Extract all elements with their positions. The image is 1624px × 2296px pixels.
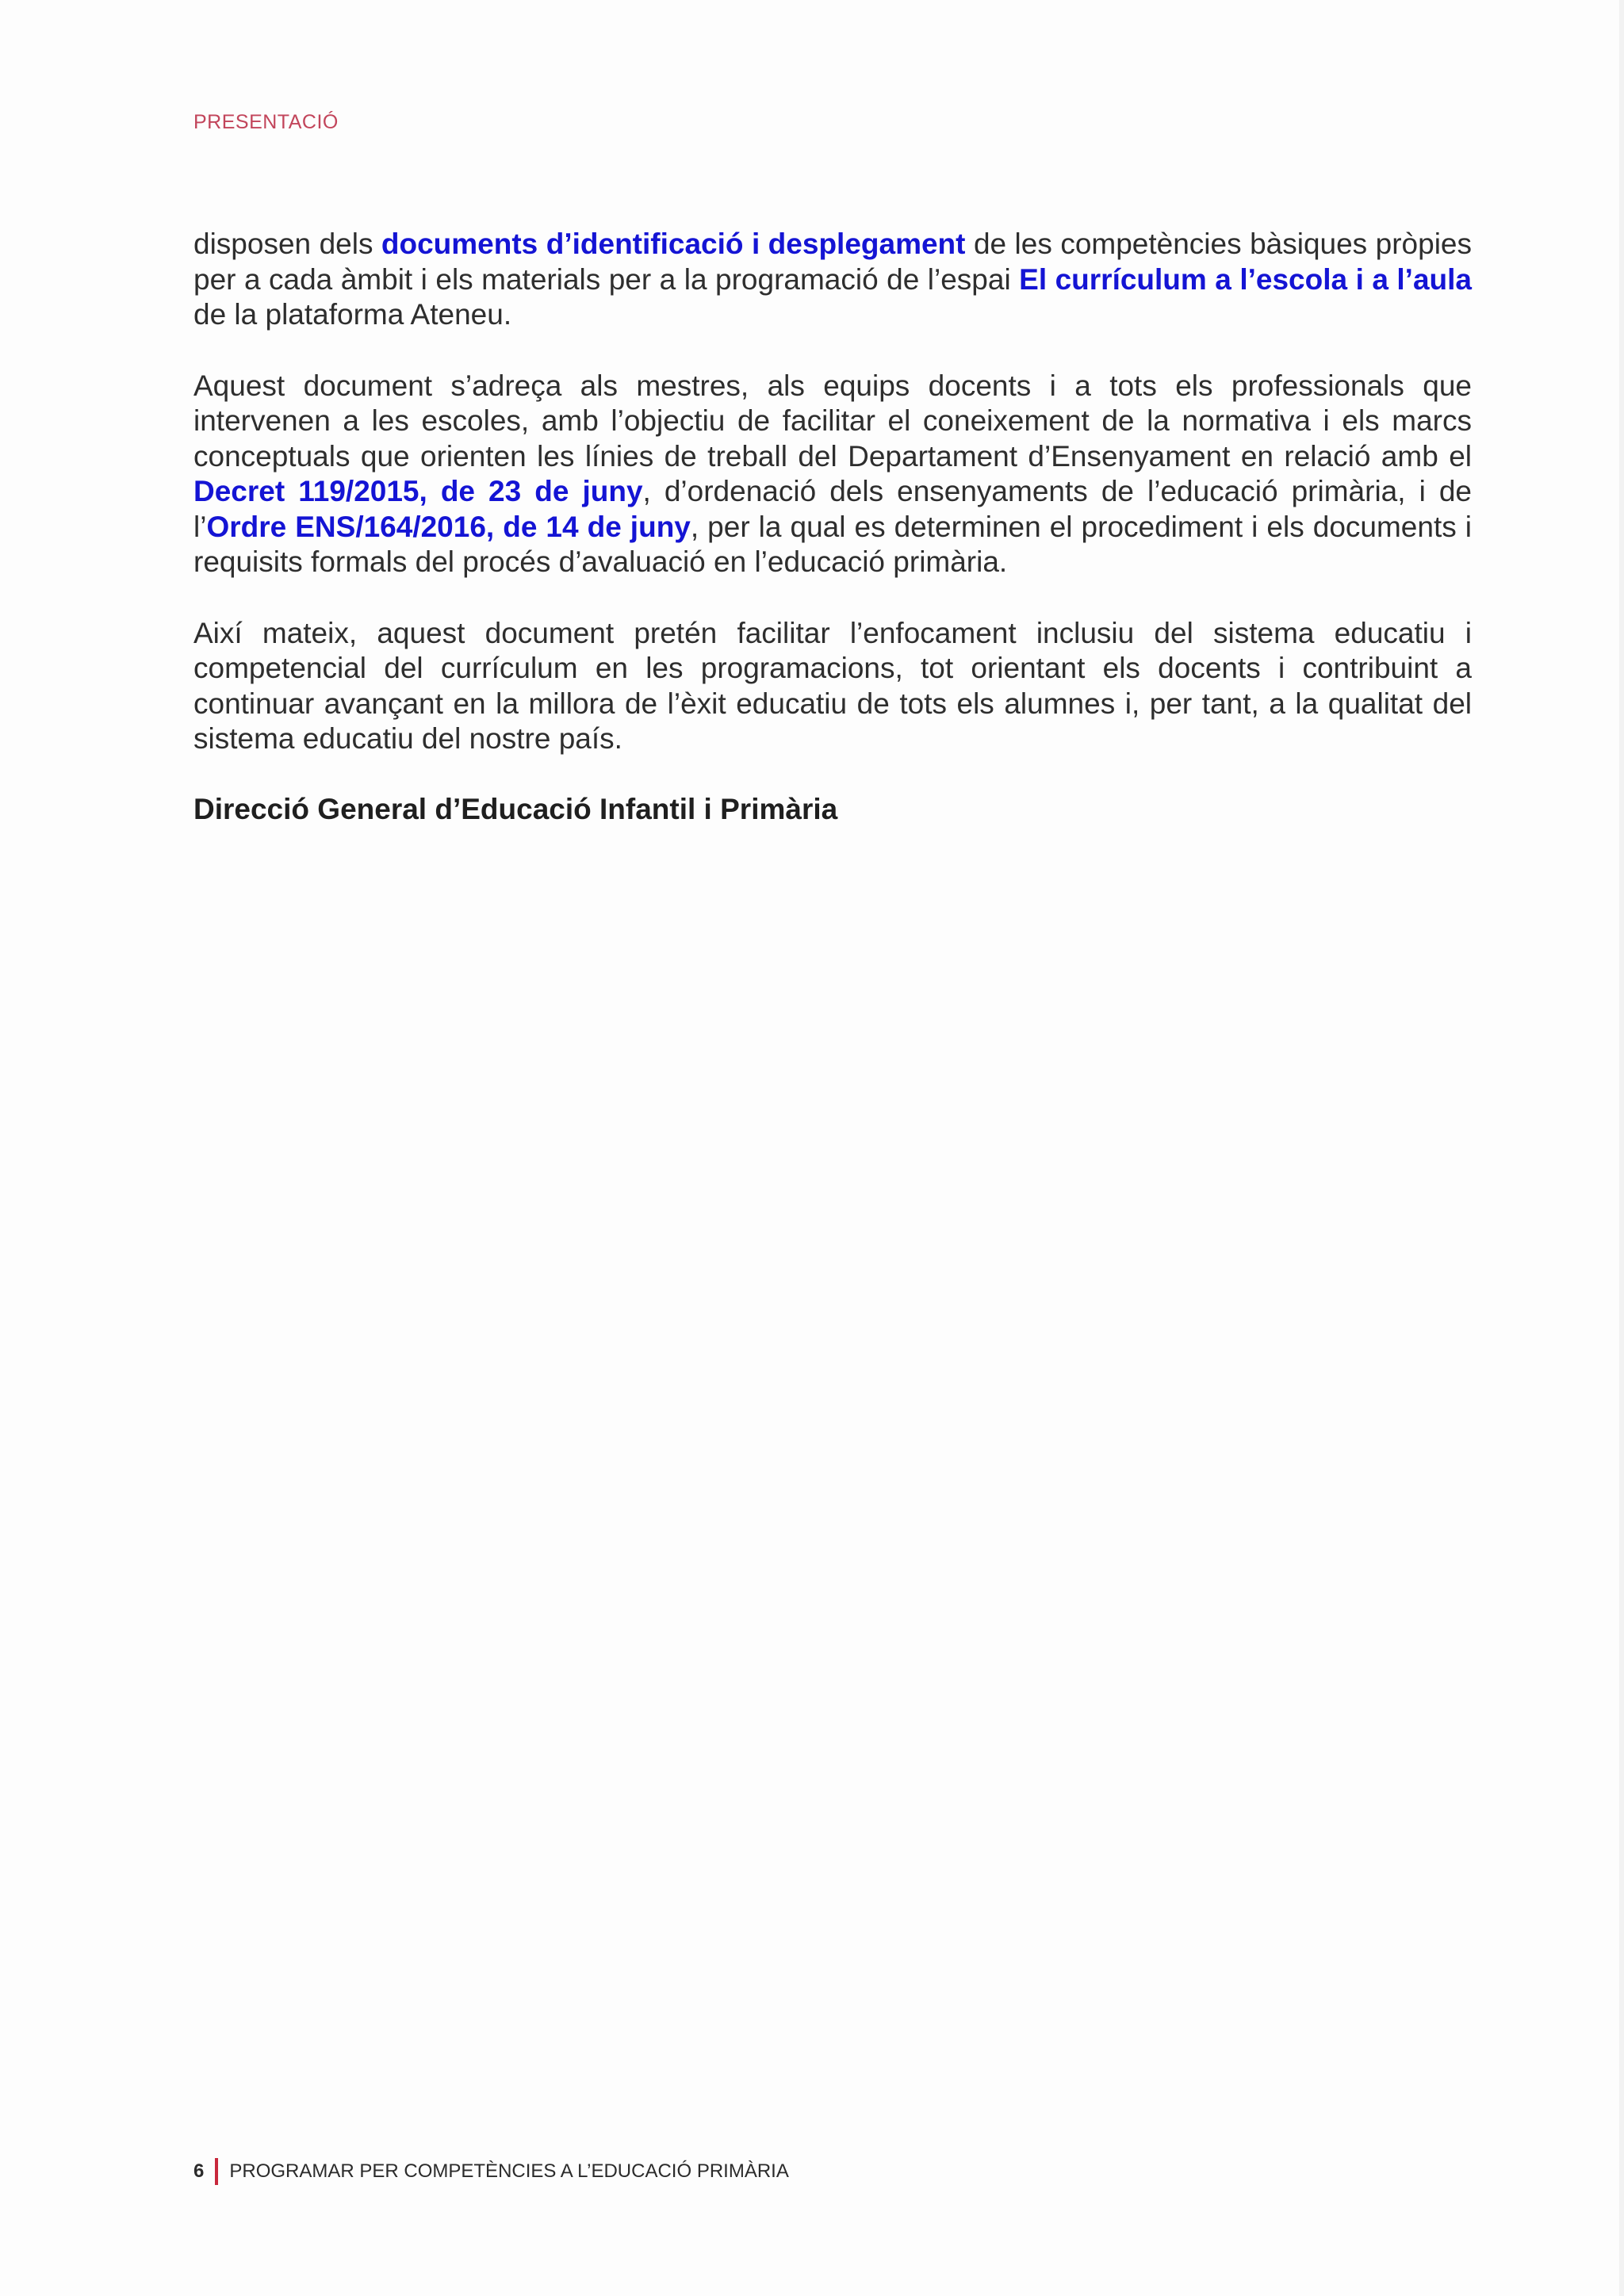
paragraph-2-text-b: , d’ordenació dels ensenyaments de l’educació primària, i de l’ [193,475,1472,543]
page-edge-shadow [1619,0,1624,2296]
signature: Direcció General d’Educació Infantil i Primària [193,793,838,825]
paragraph-1-text-c: de la plataforma Ateneu. [193,298,512,331]
paragraph-1 [193,227,1472,333]
page-number: 6 [193,2160,205,2182]
link-decret-119-2015[interactable]: Decret 119/2015, de 23 de juny [193,475,643,507]
link-documents-identificacio[interactable]: documents d’identificació i desplegament [381,228,966,260]
link-ordre-ens-164-2016[interactable]: Ordre ENS/164/2016, de 14 de juny [206,510,691,543]
link-curriculum-escola-aula[interactable]: El currículum a l’escola i a l’aula [1019,262,1472,296]
section-header: PRESENTACIÓ [193,111,339,133]
paragraph-3: Així mateix, aquest document pretén facilitar l’enfocament inclusiu del sistema educatiu i competencial del currículum en les programacions, tot orientant els docents i contribuint a continuar avançant en la millora de l’èxit educatiu de tots els alumnes i, per tant, a la qualitat del sistema educatiu del nostre país. [193,616,1472,755]
page-footer [193,2158,789,2185]
footer-title: PROGRAMAR PER COMPETÈNCIES A L’EDUCACIÓ PRIMÀRIA [229,2160,789,2182]
paragraph-2-text-c: , per la qual es determinen el procediment i els documents i requisits formals del procés d’avaluació en l’educació primària. [193,510,1472,578]
footer-separator [215,2158,218,2185]
paragraph-1-text-b: de les competències bàsiques pròpies per a cada àmbit i els materials per a la programació de l’espai [193,228,1472,296]
paragraph-2 [193,369,1472,580]
paragraph-1-text-a: disposen dels [193,228,381,260]
main-content [193,227,1472,793]
paragraph-2-text-a: Aquest document s’adreça als mestres, als equips docents i a tots els professionals que intervenen a les escoles, amb l’objectiu de facilitar el coneixement de la normativa i els marcs conceptuals que orienten les línies de treball del Departament d’Ensenyament en relació amb el [193,369,1472,473]
